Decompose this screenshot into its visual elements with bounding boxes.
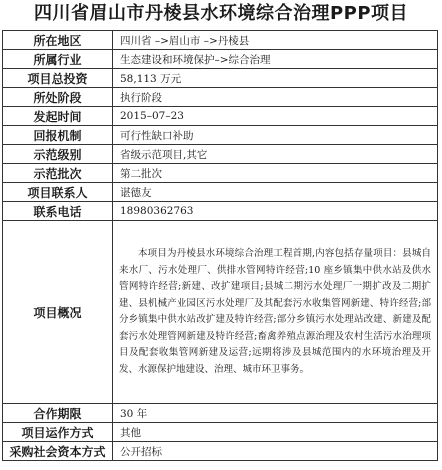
value-region: 四川省 –>眉山市 –>丹棱县 — [113, 31, 438, 50]
value-demo-level: 省级示范项目,其它 — [113, 145, 438, 164]
value-operation-mode: 其他 — [113, 423, 438, 442]
table-row-contact-person — [3, 183, 438, 202]
value-cooperation-period: 30 年 — [113, 404, 438, 423]
table-row-industry — [3, 50, 438, 69]
label-cooperation-period: 合作期限 — [3, 404, 113, 423]
label-procurement-method: 采购社会资本方式 — [3, 442, 113, 461]
label-contact-person: 项目联系人 — [3, 183, 113, 202]
label-overview: 项目概况 — [3, 221, 113, 404]
table-row-overview — [3, 221, 438, 404]
label-demo-batch: 示范批次 — [3, 164, 113, 183]
table-row-return-mechanism — [3, 126, 438, 145]
value-total-investment: 58,113 万元 — [113, 69, 438, 88]
label-operation-mode: 项目运作方式 — [3, 423, 113, 442]
table-row-demo-level — [3, 145, 438, 164]
value-contact-person: 谌德友 — [113, 183, 438, 202]
value-industry: 生态建设和环境保护–>综合治理 — [113, 50, 438, 69]
table-row-demo-batch — [3, 164, 438, 183]
table-row-region — [3, 31, 438, 50]
label-region: 所在地区 — [3, 31, 113, 50]
project-info-table — [2, 30, 438, 461]
table-row-procurement-method — [3, 442, 438, 461]
value-contact-phone: 18980362763 — [113, 202, 438, 221]
value-start-date: 2015–07–23 — [113, 107, 438, 126]
value-overview: 本项目为丹棱县水环境综合治理工程首期,内容包括存量项目：县城自来水厂、污水处理厂、供排水管网特许经营;10 座乡镇集中供水站及供水管网特许经营;新建、改扩建项目;县城二期污水处理厂一期扩改及二期扩建、县机械产业园区污水处理厂及其配套污水收集管网新建、特许经营;部分乡镇集中供水站改扩建及特许经营;部分乡镇污水处理站改建、新建及配套污水处理管网新建及特许经营;畜禽养殖点源治理及农村生活污水治理项目及配套收集管网新建及运营;远期将涉及县城范围内的水环境治理及开发、水源保护地建设、治理、城市环卫事务。 — [113, 221, 438, 404]
label-return-mechanism: 回报机制 — [3, 126, 113, 145]
table-row-stage — [3, 88, 438, 107]
value-demo-batch: 第二批次 — [113, 164, 438, 183]
table-row-operation-mode — [3, 423, 438, 442]
label-demo-level: 示范级别 — [3, 145, 113, 164]
label-start-date: 发起时间 — [3, 107, 113, 126]
label-industry: 所属行业 — [3, 50, 113, 69]
value-procurement-method: 公开招标 — [113, 442, 438, 461]
value-return-mechanism: 可行性缺口补助 — [113, 126, 438, 145]
table-row-contact-phone — [3, 202, 438, 221]
label-contact-phone: 联系电话 — [3, 202, 113, 221]
page-title: 四川省眉山市丹棱县水环境综合治理PPP项目 — [33, 3, 409, 24]
table-row-start-date — [3, 107, 438, 126]
table-row-cooperation-period — [3, 404, 438, 423]
value-stage: 执行阶段 — [113, 88, 438, 107]
label-total-investment: 项目总投资 — [3, 69, 113, 88]
label-stage: 所处阶段 — [3, 88, 113, 107]
table-row-total-investment — [3, 69, 438, 88]
